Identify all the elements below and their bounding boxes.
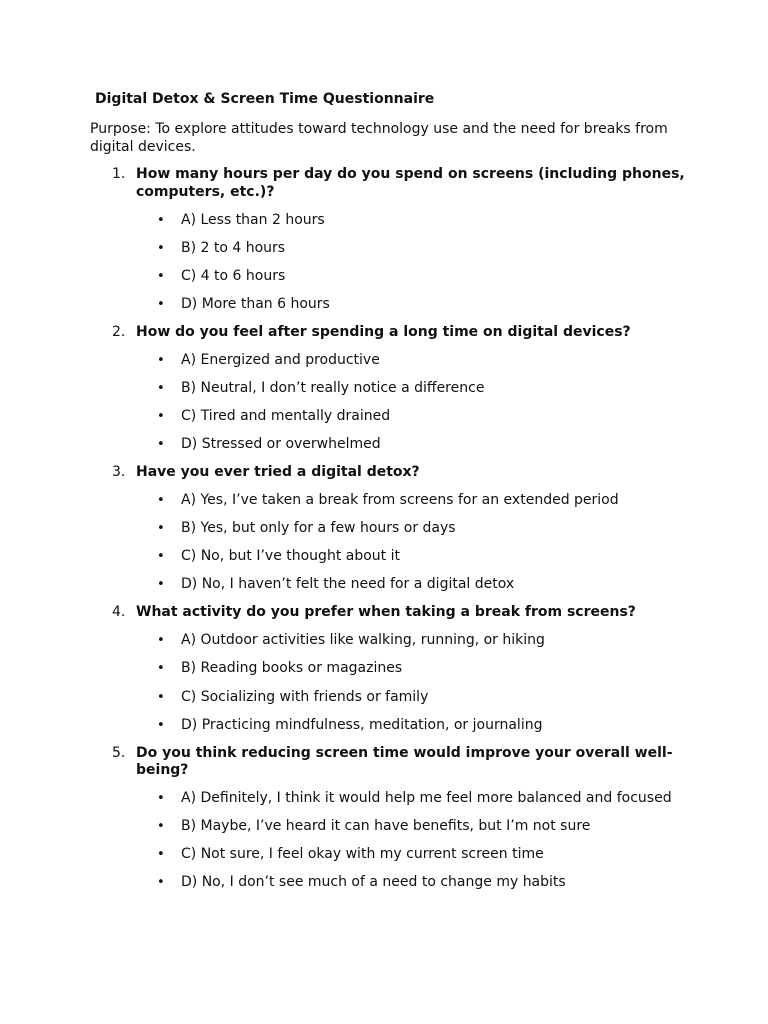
option-item [136,717,696,735]
option-item [136,818,696,836]
option-item [136,352,696,370]
question-3 [0,464,696,594]
question-number: 3. [112,464,126,481]
document-title: Digital Detox & Screen Time Questionnaire [95,91,435,107]
question-text: How many hours per day do you spend on screens (including phones, computers, etc.)? [136,166,685,200]
bullet-icon: • [157,717,165,733]
option-item [136,380,696,398]
option-label: A) Less than 2 hours [181,211,325,228]
option-list [136,632,696,734]
option-label: D) More than 6 hours [181,295,330,312]
option-item [136,240,696,258]
option-item [136,632,696,650]
option-item [136,436,696,454]
option-item [136,268,696,286]
option-label: C) No, but I’ve thought about it [181,548,400,565]
question-2 [0,324,696,454]
bullet-icon: • [157,633,165,649]
question-4 [0,604,696,734]
bullet-icon: • [157,521,165,537]
option-label: C) Tired and mentally drained [181,407,391,424]
bullet-icon: • [157,437,165,453]
option-label: D) No, I don’t see much of a need to change my habits [181,874,566,891]
option-label: D) Practicing mindfulness, meditation, or journaling [181,716,543,733]
option-list [136,352,696,454]
bullet-icon: • [157,819,165,835]
option-item [136,408,696,426]
bullet-icon: • [157,549,165,565]
option-item [136,296,696,314]
option-item [136,212,696,230]
option-label: D) Stressed or overwhelmed [181,436,381,453]
option-item [136,689,696,707]
question-number: 4. [112,604,126,621]
option-label: C) Not sure, I feel okay with my current screen time [181,846,544,863]
option-item [136,492,696,510]
purpose-text: Purpose: To explore attitudes toward technology use and the need for breaks from digital devices. [90,121,668,155]
question-list [0,166,768,902]
option-label: B) Yes, but only for a few hours or days [181,520,456,537]
bullet-icon: • [157,352,165,368]
bullet-icon: • [157,296,165,312]
question-text: What activity do you prefer when taking a break from screens? [136,604,636,621]
question-1 [0,166,696,313]
question-5 [0,745,696,892]
bullet-icon: • [157,791,165,807]
option-list [136,212,696,314]
question-text: How do you feel after spending a long time on digital devices? [136,323,631,340]
bullet-icon: • [157,577,165,593]
option-label: A) Outdoor activities like walking, running, or hiking [181,632,545,649]
option-label: B) Maybe, I’ve heard it can have benefits, but I’m not sure [181,818,591,835]
option-item [136,576,696,594]
option-item [136,660,696,678]
option-label: B) 2 to 4 hours [181,239,286,256]
bullet-icon: • [157,847,165,863]
option-label: B) Neutral, I don’t really notice a difference [181,379,485,396]
bullet-icon: • [157,689,165,705]
option-label: C) Socializing with friends or family [181,688,429,705]
option-list [136,790,696,892]
option-item [136,790,696,808]
option-item [136,520,696,538]
option-item [136,874,696,892]
question-number: 1. [112,166,126,182]
question-number: 5. [112,744,126,761]
option-label: A) Energized and productive [181,351,380,368]
bullet-icon: • [157,380,165,396]
question-text: Have you ever tried a digital detox? [136,464,420,481]
option-label: D) No, I haven’t felt the need for a digital detox [181,576,515,593]
bullet-icon: • [157,493,165,509]
question-text: Do you think reducing screen time would improve your overall well-being? [136,744,673,779]
option-label: C) 4 to 6 hours [181,267,286,284]
bullet-icon: • [157,408,165,424]
option-label: A) Definitely, I think it would help me feel more balanced and focused [181,790,672,807]
option-label: A) Yes, I’ve taken a break from screens for an extended period [181,492,619,509]
question-number: 2. [112,323,126,340]
bullet-icon: • [157,240,165,256]
option-list [136,492,696,594]
bullet-icon: • [157,212,165,228]
bullet-icon: • [157,661,165,677]
option-item [136,548,696,566]
option-label: B) Reading books or magazines [181,660,403,677]
bullet-icon: • [157,268,165,284]
bullet-icon: • [157,875,165,891]
option-item [136,846,696,864]
